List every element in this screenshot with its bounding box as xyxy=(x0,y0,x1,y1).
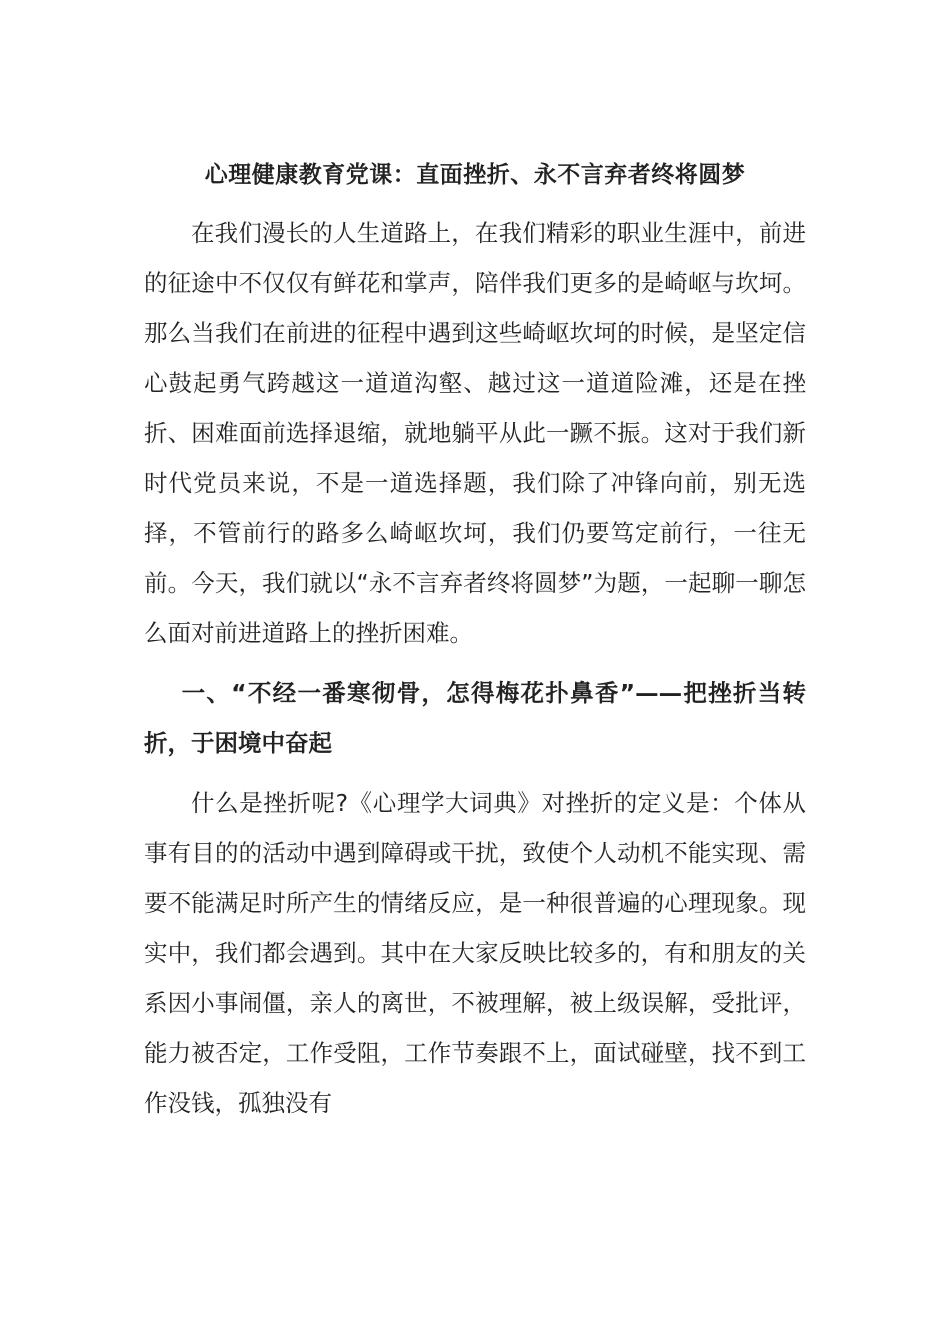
document-title: 心理健康教育党课：直面挫折、永不言弃者终将圆梦 xyxy=(204,162,746,188)
intro-paragraph: 在我们漫长的人生道路上，在我们精彩的职业生涯中，前进的征途中不仅仅有鲜花和掌声，陪伴我们更多的是崎岖与坎坷。那么当我们在前进的征程中遇到这些崎岖坎坷的时候，是坚定信心鼓起勇气跨越这一道道沟壑、越过这一道道险滩，还是在挫折、困难面前选择退缩，就地躺平从此一蹶不振。这对于我们新时代党员来说，不是一道选择题，我们除了冲锋向前，别无选择，不管前行的路多么崎岖坎坷，我们仍要笃定前行，一往无前。今天，我们就以“永不言弃者终将圆梦”为题，一起聊一聊怎么面对前进道路上的挫折困难。 xyxy=(144,219,806,647)
document-body xyxy=(144,150,806,1128)
body-paragraph: 什么是挫折呢?《心理学大词典》对挫折的定义是：个体从事有目的的活动中遇到障碍或干扰，致使个人动机不能实现、需要不能满足时所产生的情绪反应，是一种很普遍的心理现象。现实中，我们都会遇到。其中在大家反映比较多的，有和朋友的关系因小事闹僵，亲人的离世，不被理解，被上级误解，受批评，能力被否定，工作受阻，工作节奏跟不上，面试碰壁，找不到工作没钱，孤独没有 xyxy=(144,789,806,1117)
section-heading: 一、“不经一番寒彻骨，怎得梅花扑鼻香”——把挫折当转折，于困境中奋起 xyxy=(144,679,806,757)
